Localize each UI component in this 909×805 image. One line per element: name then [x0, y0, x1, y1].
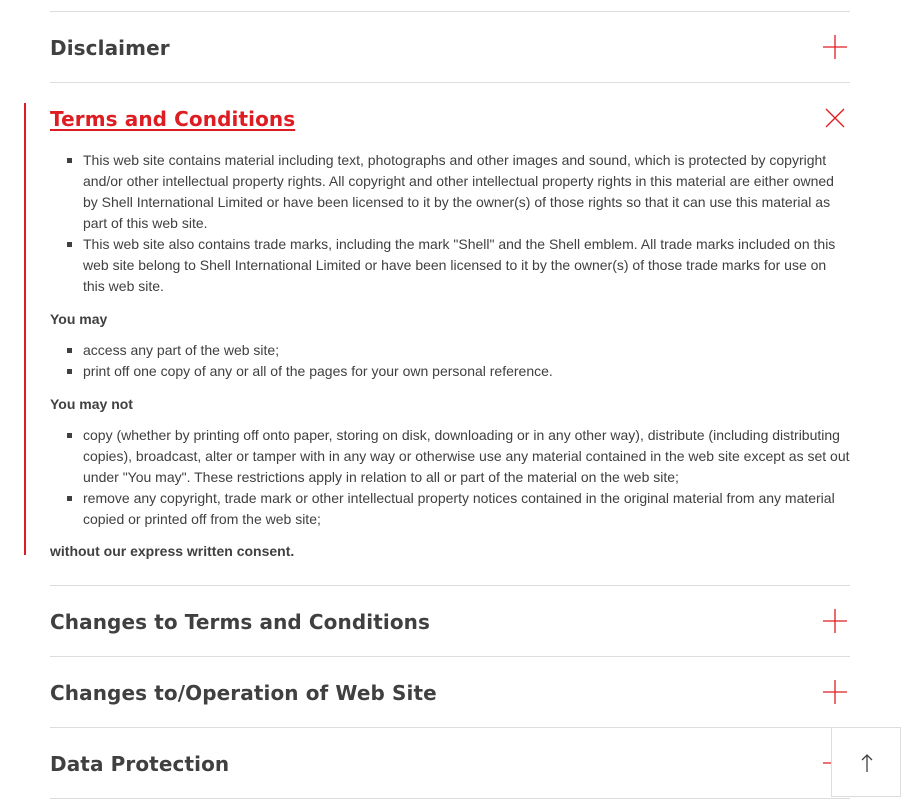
you-may-heading: You may: [50, 311, 108, 327]
accordion-header-terms-and-conditions[interactable]: [50, 83, 850, 153]
closing-statement: without our express written consent.: [50, 543, 295, 559]
accordion-header-data-protection[interactable]: [50, 728, 850, 798]
list-item: This web site contains material including text, photographs and other images and sound, which is protected by copyright and/or other intellectual property rights. All copyright and other intellectual property rights in this material are either owned by Shell International Limited or have been licensed to it by the owner(s) of those rights so that it can use this material as part of this web site.: [83, 150, 850, 234]
accordion-title[interactable]: Terms and Conditions: [50, 107, 296, 131]
accordion-header-disclaimer[interactable]: [50, 12, 850, 82]
terms-accordion: [50, 11, 850, 799]
accordion-item-terms-and-conditions: [50, 83, 850, 586]
accordion-header-changes-to-terms[interactable]: [50, 586, 850, 656]
arrow-up-icon: [859, 753, 875, 773]
accordion-item-disclaimer: [50, 12, 850, 83]
plus-icon[interactable]: [822, 608, 848, 634]
you-may-not-heading: You may not: [50, 396, 133, 412]
list-item: remove any copyright, trade mark or other intellectual property notices contained in the original material from any material copied or printed off from the web site;: [83, 488, 850, 530]
intro-list: [50, 150, 850, 297]
accordion-header-changes-to-operation[interactable]: [50, 657, 850, 727]
plus-icon[interactable]: [822, 679, 848, 705]
accordion-title: Changes to/Operation of Web Site: [50, 681, 437, 705]
list-item: access any part of the web site;: [83, 340, 850, 361]
accordion-title: Data Protection: [50, 752, 230, 776]
accordion-item-data-protection: [50, 728, 850, 799]
list-item: This web site also contains trade marks, including the mark "Shell" and the Shell emblem. All trade marks included on this web site belong to Shell International Limited or have been licensed to it by the owner(s) of those trade marks for use on this web site.: [83, 234, 850, 297]
accordion-title: Changes to Terms and Conditions: [50, 610, 431, 634]
list-item: print off one copy of any or all of the pages for your own personal reference.: [83, 361, 850, 382]
accordion-item-changes-to-terms: [50, 586, 850, 657]
accordion-content: [50, 150, 850, 585]
close-icon[interactable]: [822, 105, 848, 131]
plus-icon[interactable]: [822, 34, 848, 60]
you-may-list: [50, 340, 850, 382]
accordion-title: Disclaimer: [50, 36, 170, 60]
back-to-top-button[interactable]: [831, 727, 901, 797]
you-may-not-list: [50, 425, 850, 530]
accordion-item-changes-to-operation: [50, 657, 850, 728]
list-item: copy (whether by printing off onto paper, storing on disk, downloading or in any other way), distribute (including distributing copies), broadcast, alter or tamper with in any way or otherwise use any material contained in the web site except as set out under "You may". These restrictions apply in relation to all or part of the material on the web site;: [83, 425, 850, 488]
active-indicator-bar: [24, 103, 26, 555]
